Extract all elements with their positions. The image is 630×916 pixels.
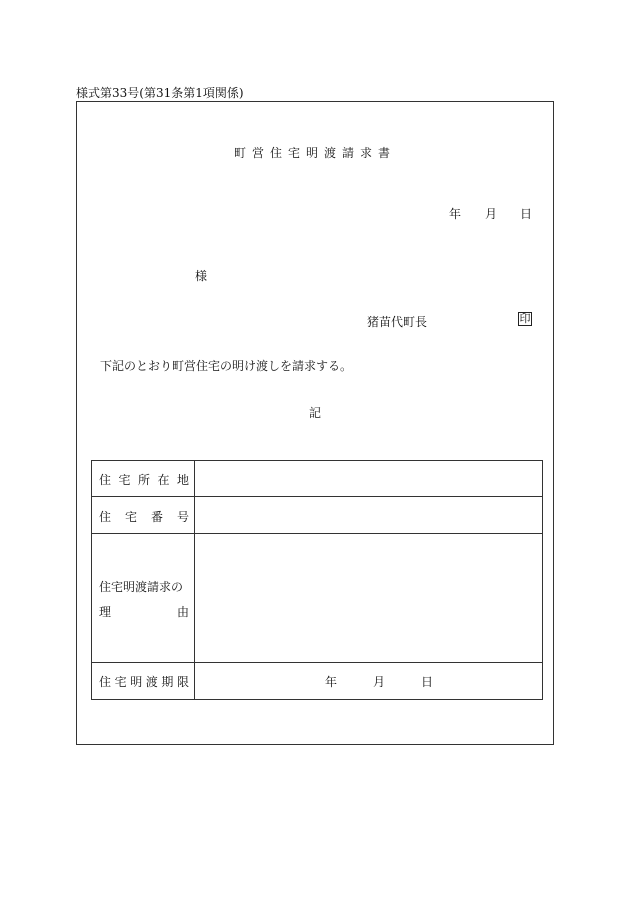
- issuer-name: 猪苗代町長: [367, 315, 428, 329]
- table-border-left: [91, 460, 92, 700]
- label-char: 限: [176, 675, 189, 689]
- table-row-divider: [91, 496, 543, 497]
- body-text: 下記のとおり町営住宅の明け渡しを請求する。: [100, 359, 353, 373]
- details-table: [91, 460, 543, 700]
- label-char: 号: [176, 510, 189, 524]
- label-char: 所: [137, 473, 150, 487]
- row-label-reason-line1: 住宅明渡請求の: [99, 580, 184, 594]
- deadline-year-label: 年: [325, 675, 338, 689]
- label-char: 理: [99, 605, 112, 619]
- table-row-divider: [91, 662, 543, 663]
- document-title: 町営住宅明渡請求書: [233, 146, 396, 160]
- deadline-month-label: 月: [373, 675, 386, 689]
- label-char: 住: [99, 675, 112, 689]
- table-border-top: [91, 460, 543, 461]
- label-char: 番: [150, 510, 163, 524]
- table-border-right: [542, 460, 543, 700]
- label-char: 宅: [114, 675, 127, 689]
- row-label-deadline: [99, 673, 189, 690]
- label-char: 地: [176, 473, 189, 487]
- deadline-day-label: 日: [421, 675, 434, 689]
- table-row-divider: [91, 533, 543, 534]
- label-char: 由: [176, 605, 189, 619]
- label-char: 期: [161, 675, 174, 689]
- date-year-label: 年: [449, 207, 462, 221]
- label-char: 在: [157, 473, 170, 487]
- label-char: 宅: [118, 473, 131, 487]
- table-border-bottom: [91, 699, 543, 700]
- addressee-suffix: 様: [195, 269, 208, 283]
- row-label-address: [99, 471, 189, 488]
- form-number: 様式第33号(第31条第1項関係): [76, 86, 244, 100]
- label-char: 住: [99, 473, 112, 487]
- date-day-label: 日: [520, 207, 533, 221]
- ki-heading: 記: [308, 406, 321, 420]
- label-char: 渡: [145, 675, 158, 689]
- label-char: 明: [130, 675, 143, 689]
- label-char: 宅: [124, 510, 137, 524]
- row-label-house-number: [99, 508, 189, 525]
- row-label-reason-line2: [99, 603, 189, 620]
- table-column-divider: [194, 460, 195, 700]
- label-char: 住: [99, 510, 112, 524]
- date-month-label: 月: [485, 207, 498, 221]
- seal-mark: 印: [519, 312, 531, 325]
